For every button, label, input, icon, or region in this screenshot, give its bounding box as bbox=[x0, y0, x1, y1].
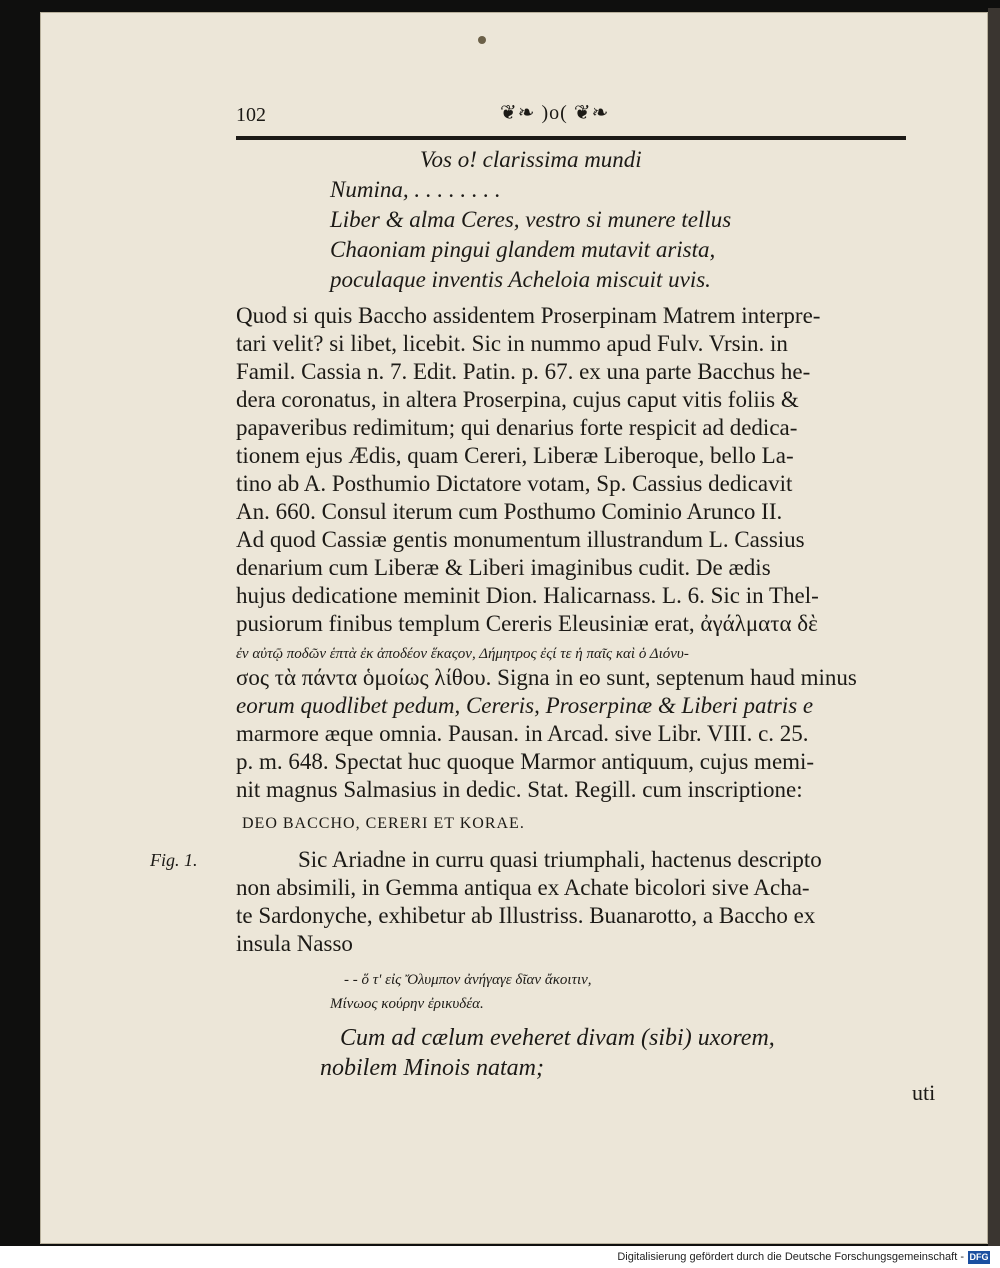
funding-notice: Digitalisierung gefördert durch die Deutsche Forschungsgemeinschaft - bbox=[617, 1251, 964, 1263]
body-line: tionem ejus Ædis, quam Cereri, Liberæ Liberoque, bello La- bbox=[236, 443, 794, 468]
catchword: uti bbox=[912, 1080, 936, 1105]
page-number: 102 bbox=[236, 104, 266, 126]
body-line: denarium cum Liberæ & Liberi imaginibus cudit. De ædis bbox=[236, 555, 771, 580]
greek-quote-line: Μίνωος κούρην ἐρικυδέα. bbox=[330, 996, 484, 1012]
verse-line: Chaoniam pingui glandem mutavit arista, bbox=[330, 237, 716, 262]
body-line: Ad quod Cassiæ gentis monumentum illustrandum L. Cassius bbox=[236, 527, 805, 552]
body-line: marmore æque omnia. Pausan. in Arcad. sive Libr. VIII. c. 25. bbox=[236, 721, 809, 746]
body-line: papaveribus redimitum; qui denarius forte respicit ad dedica- bbox=[236, 415, 798, 440]
body-line: tino ab A. Posthumio Dictatore votam, Sp. Cassius dedicavit bbox=[236, 471, 793, 496]
translation-line: nobilem Minois natam; bbox=[320, 1055, 544, 1081]
translation-line: Cum ad cælum eveheret divam (sibi) uxorem, bbox=[340, 1025, 775, 1051]
dfg-logo: DFG bbox=[969, 1252, 989, 1262]
body-line: eorum quodlibet pedum, Cereris, Proserpinæ & Liberi patris e bbox=[236, 693, 814, 718]
paper-spot bbox=[478, 36, 486, 44]
body-line: Famil. Cassia n. 7. Edit. Patin. p. 67. ex una parte Bacchus he- bbox=[236, 359, 811, 384]
body-line: non absimili, in Gemma antiqua ex Achate bicolori sive Acha- bbox=[236, 875, 810, 900]
body-line: p. m. 648. Spectat huc quoque Marmor antiquum, cujus memi- bbox=[236, 749, 815, 774]
body-line: hujus dedicatione meminit Dion. Halicarnass. L. 6. Sic in Thel- bbox=[236, 583, 819, 608]
book-edge bbox=[988, 8, 1000, 1248]
body-line: nit magnus Salmasius in dedic. Stat. Regill. cum inscriptione: bbox=[236, 777, 803, 802]
header-ornament: ❦❧ )o( ❦❧ bbox=[500, 102, 610, 124]
body-line: σος τὰ πάντα ὁμοίως λίθου. Signa in eo sunt, septenum haud minus bbox=[236, 665, 857, 690]
inscription-line: DEO BACCHO, CERERI ET KORAE. bbox=[242, 815, 525, 832]
verse-line: Vos o! clarissima mundi bbox=[420, 147, 642, 172]
body-line: Sic Ariadne in curru quasi triumphali, hactenus descripto bbox=[298, 847, 822, 872]
body-line: insula Nasso bbox=[236, 931, 353, 956]
body-line: pusiorum finibus templum Cereris Eleusiniæ erat, ἀγάλματα δὲ bbox=[236, 611, 818, 636]
body-line: An. 660. Consul iterum cum Posthumo Cominio Arunco II. bbox=[236, 499, 783, 524]
body-line: tari velit? si libet, licebit. Sic in nummo apud Fulv. Vrsin. in bbox=[236, 331, 788, 356]
body-line: te Sardonyche, exhibetur ab Illustriss. Buanarotto, a Baccho ex bbox=[236, 903, 816, 928]
header-rule bbox=[236, 136, 906, 140]
body-line: Quod si quis Baccho assidentem Proserpinam Matrem interpre- bbox=[236, 303, 821, 328]
verse-line: Liber & alma Ceres, vestro si munere tellus bbox=[330, 207, 732, 232]
verse-line: poculaque inventis Acheloia miscuit uvis. bbox=[330, 267, 711, 292]
greek-quote-line: - - ὅ τ' εἰς Ὄλυμπον ἀνήγαγε δῖαν ἄκοιτιν, bbox=[344, 972, 592, 988]
greek-line: ἐν αὐτῷ ποδῶν ἑπτὰ ἐκ ἀποδέον ἕκαςον, Δήμητρος ἐςί τε ἡ παῖς καὶ ὁ Διόνυ- bbox=[236, 646, 689, 662]
verse-line: Numina, . . . . . . . . bbox=[330, 177, 501, 202]
figure-reference: Fig. 1. bbox=[150, 850, 198, 870]
body-line: dera coronatus, in altera Proserpina, cujus caput vitis foliis & bbox=[236, 387, 799, 412]
